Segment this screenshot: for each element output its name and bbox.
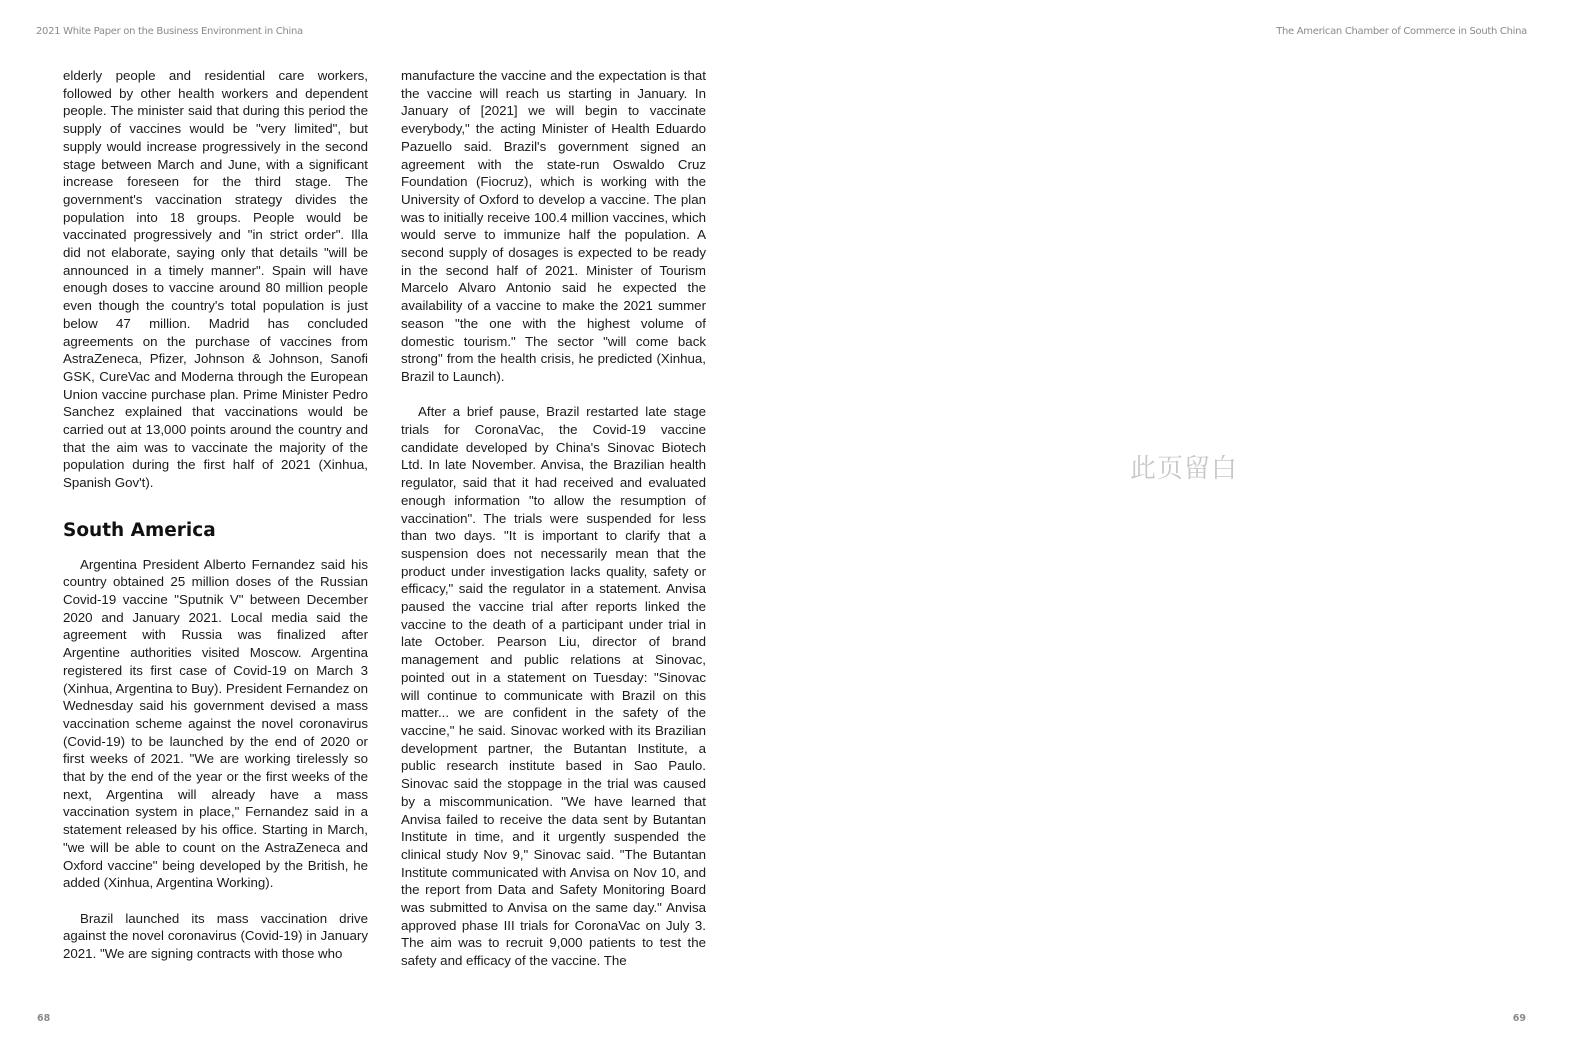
left-text-column xyxy=(63,67,368,963)
running-header-left: 2021 White Paper on the Business Environment in China xyxy=(36,26,303,37)
page-number-right: 69 xyxy=(1512,1013,1526,1024)
page-number-left: 68 xyxy=(37,1013,51,1024)
body-paragraph: Brazil launched its mass vaccination drive against the novel coronavirus (Covid-19) in January 2021. "We are signing contracts with those who xyxy=(63,910,368,962)
body-paragraph: elderly people and residential care workers, followed by other health workers and dependent people. The minister said that during this period the supply of vaccines would be "very limited", but supply would increase progressively in the second stage between March and June, with a significant increase foreseen for the third stage. The government's vaccination strategy divides the population into 18 groups. People would be vaccinated progressively and "in strict order". Illa did not elaborate, saying only that details "will be announced in a timely manner". Spain will have enough doses to vaccine around 80 million people even though the country's total population is just below 47 million. Madrid has concluded agreements on the purchase of vaccines from AstraZeneca, Pfizer, Johnson & Johnson, Sanofi GSK, CureVac and Moderna through the European Union vaccine purchase plan. Prime Minister Pedro Sanchez explained that vaccinations would be carried out at 13,000 points around the country and that the aim was to vaccinate the majority of the population during the first half of 2021 (Xinhua, Spanish Gov't). xyxy=(63,68,368,491)
body-paragraph: manufacture the vaccine and the expectation is that the vaccine will reach us starting in January. In January of [2021] we will begin to vaccinate everybody," the acting Minister of Health Eduardo Pazuello said. Brazil's government signed an agreement with the state-run Oswaldo Cruz Foundation (Fiocruz), which is working with the University of Oxford to develop a vaccine. The plan was to initially receive 100.4 million vaccines, which would serve to immunize half the population. A second supply of dosages is expected to be ready in the second half of 2021. Minister of Tourism Marcelo Alvaro Antonio said he expected the availability of a vaccine to make the 2021 summer season "the one with the highest volume of domestic tourism." The sector "will come back strong" from the health crisis, he predicted (Xinhua, Brazil to Launch). xyxy=(401,68,706,384)
body-paragraph: After a brief pause, Brazil restarted late stage trials for CoronaVac, the Covid-19 vaccine candidate developed by China's Sinovac Biotech Ltd. In late November. Anvisa, the Brazilian health regulator, said that it had received and evaluated enough information "to allow the resumption of vaccination". The trials were suspended for less than two days. "It is important to clarify that a suspension does not necessarily mean that the product under investigation lacks quality, safety or efficacy," said the regulator in a statement. Anvisa paused the vaccine trial after reports linked the vaccine to the death of a participant under trial in late October. Pearson Liu, director of brand management and public relations at Sinovac, pointed out in a statement on Tuesday: "Sinovac will continue to communicate with Brazil on this matter... we are confident in the safety of the vaccine," he said. Sinovac worked with its Brazilian development partner, the Butantan Institute, a public research institute based in Sao Paulo. Sinovac said the stoppage in the trial was caused by a miscommunication. "We have learned that Anvisa failed to receive the data sent by Butantan Institute in time, and it urgently suspended the clinical study Nov 9," Sinovac said. "The Butantan Institute communicated with Anvisa on Nov 10, and the report from Data and Safety Monitoring Board was submitted to Anvisa on the same day." Anvisa approved phase III trials for CoronaVac on July 3. The aim was to recruit 9,000 patients to test the safety and efficacy of the vaccine. The xyxy=(401,404,706,969)
blank-page-note: 此页留白 xyxy=(1130,454,1239,484)
section-heading: South America xyxy=(63,519,216,541)
right-text-column xyxy=(401,67,706,970)
running-header-right: The American Chamber of Commerce in South China xyxy=(1276,26,1527,37)
body-paragraph: Argentina President Alberto Fernandez said his country obtained 25 million doses of the Russian Covid-19 vaccine "Sputnik V" between December 2020 and January 2021. Local media said the agreement with Russia was finalized after Argentine authorities visited Moscow. Argentina registered its first case of Covid-19 on March 3 (Xinhua, Argentina to Buy). President Fernandez on Wednesday said his government devised a mass vaccination scheme against the novel coronavirus (Covid-19) to be launched by the end of 2020 or first weeks of 2021. "We are working tirelessly so that by the end of the year or the first weeks of the next, Argentina will already have a mass vaccination system in place," Fernandez said in a statement released by his office. Starting in March, "we will be able to count on the AstraZeneca and Oxford vaccine" being developed by the British, he added (Xinhua, Argentina Working). xyxy=(63,556,368,891)
